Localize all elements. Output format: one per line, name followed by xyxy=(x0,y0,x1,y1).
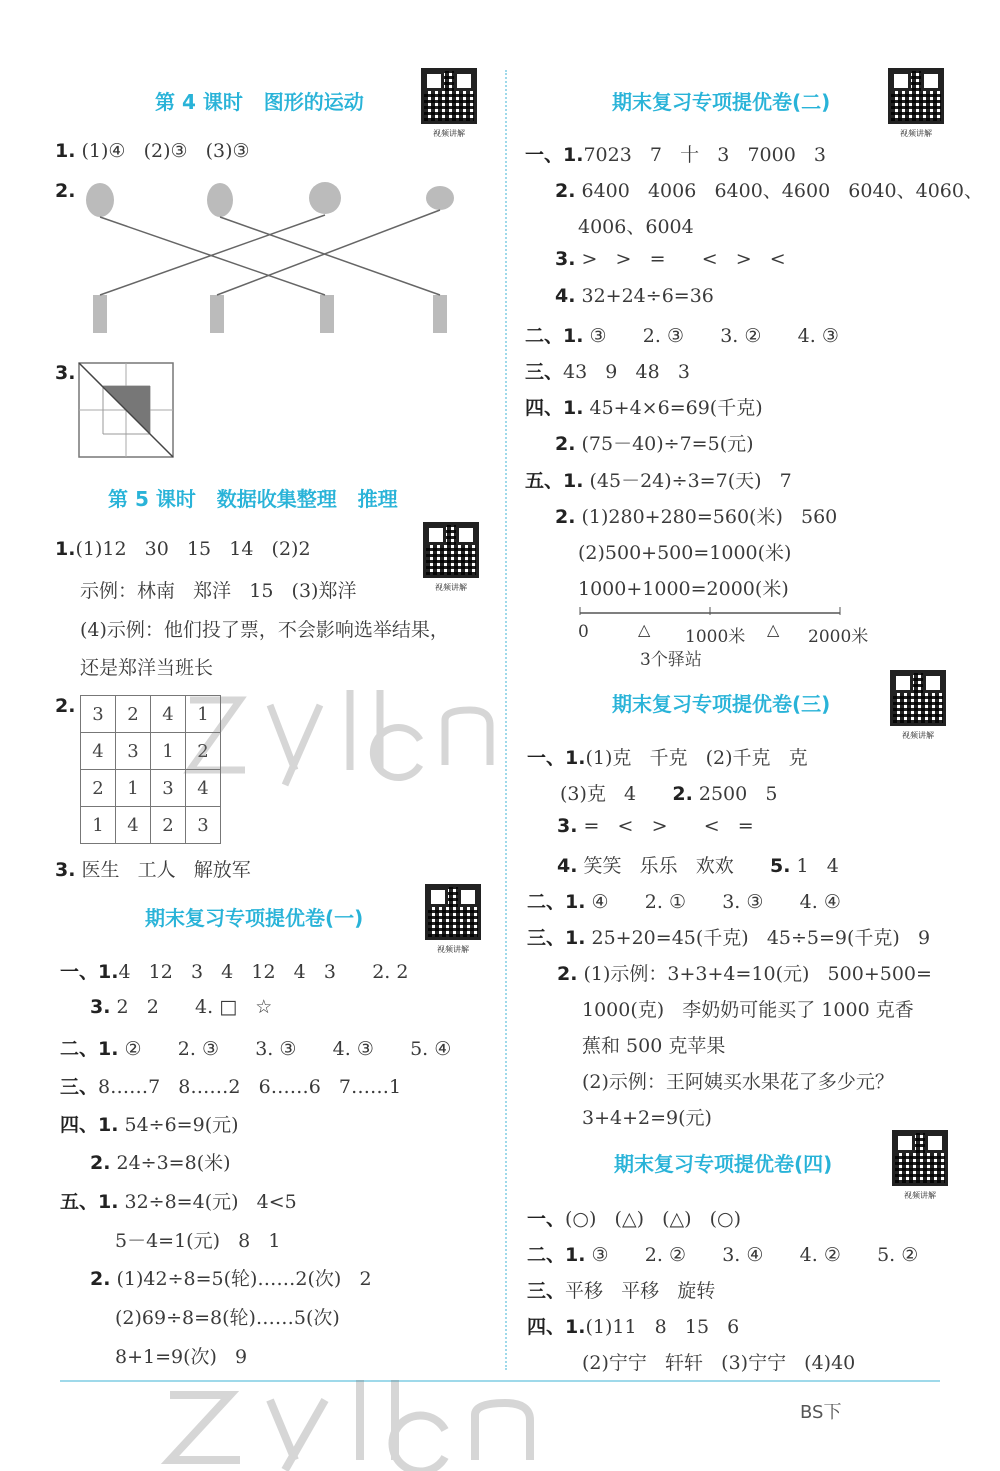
column-divider xyxy=(505,70,507,1370)
axis-caption: 3个驿站 xyxy=(640,650,702,670)
tree-view-icon xyxy=(433,295,447,333)
watermark-icon xyxy=(180,680,500,790)
answer-line: (2)69÷8=8(轮)……5(次) xyxy=(115,1307,340,1329)
qr-code-icon[interactable] xyxy=(888,68,944,124)
answer-line: 4. 32+24÷6=36 xyxy=(555,285,714,307)
answer-line: (2)宁宁 轩轩 (3)宁宁 (4)40 xyxy=(582,1352,856,1374)
answer-line: 三、平移 平移 旋转 xyxy=(527,1280,716,1302)
answer-line: 示例：林南 郑洋 15 (3)郑洋 xyxy=(80,580,357,602)
answer-line: 1.(1)12 30 15 14 (2)2 xyxy=(55,538,311,560)
answer-line: 2. xyxy=(55,180,76,202)
answer-line: 二、1. ② 2. ③ 3. ③ 4. ③ 5. ④ xyxy=(60,1038,452,1060)
answer-line: 三、8……7 8……2 6……6 7……1 xyxy=(60,1076,402,1098)
footer-mark: BS下 xyxy=(800,1402,842,1423)
answer-line: (3)克 4 2. 2500 5 xyxy=(560,783,778,805)
qr-code-icon[interactable] xyxy=(423,522,479,578)
answer-line: 4006、6004 xyxy=(578,216,694,238)
answer-line: 2. (75－40)÷7=5(元) xyxy=(555,433,754,455)
tree-view-icon xyxy=(93,295,107,333)
answer-line: 一、1.(1)克 千克 (2)千克 克 xyxy=(527,747,808,769)
answer-line: 一、(○) (△) (△) (○) xyxy=(527,1208,742,1230)
answer-line: 还是郑洋当班长 xyxy=(80,657,214,679)
answer-line: 四、1. 54÷6=9(元) xyxy=(60,1114,239,1136)
answer-line: 蕉和 500 克苹果 xyxy=(582,1035,726,1057)
answer-line: 二、1. ③ 2. ③ 3. ② 4. ③ xyxy=(525,325,839,347)
square-figure xyxy=(78,362,174,458)
answer-line: 四、1.(1)11 8 15 6 xyxy=(527,1316,740,1338)
right-heading-3: 期末复习专项提优卷(四) xyxy=(614,1152,833,1176)
answer-line: 2. 6400 4006 6400、4600 6040、4060、 xyxy=(555,180,983,202)
watermark-icon xyxy=(160,1375,560,1471)
leaf-icon xyxy=(426,186,454,210)
axis-zero: 0 xyxy=(578,622,589,642)
answer-line: 2. xyxy=(55,695,76,717)
qr-caption: 视频讲解 xyxy=(902,731,934,740)
answer-line: 3. > > = < > < xyxy=(555,248,786,270)
qr-code-icon[interactable] xyxy=(892,1130,948,1186)
answer-line: 1000+1000=2000(米) xyxy=(578,578,789,600)
answer-line: (4)示例：他们投了票，不会影响选举结果， xyxy=(80,619,449,641)
answer-line: 2. (1)示例：3+3+4=10(元) 500+500= xyxy=(557,963,932,985)
answer-line: 1000(克) 李奶奶可能买了 1000 克香 xyxy=(582,999,914,1021)
answer-line: (2)500+500=1000(米) xyxy=(578,542,792,564)
qr-code-icon[interactable] xyxy=(421,68,477,124)
sudoku-grid: 3 2 4 1 4 3 1 2 2 1 3 4 1 4 2 3 xyxy=(80,695,221,844)
qr-caption: 视频讲解 xyxy=(433,129,465,138)
qr-caption: 视频讲解 xyxy=(904,1191,936,1200)
answer-line: 三、1. 25+20=45(千克) 45÷5=9(千克) 9 xyxy=(527,927,931,949)
tree-view-icon xyxy=(320,295,334,333)
qr-caption: 视频讲解 xyxy=(437,945,469,954)
answer-line: 3. = < > < = xyxy=(557,815,754,837)
answer-line: 五、1. 32÷8=4(元) 4<5 xyxy=(60,1191,297,1213)
right-heading-1: 期末复习专项提优卷(二) xyxy=(612,90,831,114)
answer-line: 1. (1)④ (2)③ (3)③ xyxy=(55,140,250,162)
answer-line: 4. 笑笑 乐乐 欢欢 5. 1 4 xyxy=(557,855,839,877)
leaf-icon xyxy=(86,183,114,217)
answer-line: 3. 医生 工人 解放军 xyxy=(55,859,251,881)
answer-line: 3. xyxy=(55,362,76,384)
qr-code-icon[interactable] xyxy=(890,670,946,726)
matching-diagram xyxy=(75,170,475,340)
answer-line: 3. 2 2 4. □ ☆ xyxy=(90,996,273,1018)
answer-line: 3+4+2=9(元) xyxy=(582,1107,712,1129)
answer-line: 一、1.4 12 3 4 12 4 3 2. 2 xyxy=(60,961,409,983)
left-heading-3: 期末复习专项提优卷(一) xyxy=(145,906,364,930)
leaf-icon xyxy=(207,183,233,217)
answer-line: 8+1=9(次) 9 xyxy=(115,1346,248,1368)
answer-line: 5－4=1(元) 8 1 xyxy=(115,1230,281,1252)
answer-line: 2. (1)42÷8=5(轮)……2(次) 2 xyxy=(90,1268,372,1290)
qr-caption: 视频讲解 xyxy=(435,583,467,592)
answer-line: 三、43 9 48 3 xyxy=(525,361,690,383)
answer-line: 一、1.7023 7 十 3 7000 3 xyxy=(525,144,827,166)
answer-line: 2. 24÷3=8(米) xyxy=(90,1152,231,1174)
left-heading-1: 第 4 课时 图形的运动 xyxy=(155,90,364,114)
answer-line: 四、1. 45+4×6=69(千克) xyxy=(525,397,763,419)
station-triangle-icon: △ xyxy=(638,620,651,639)
qr-code-icon[interactable] xyxy=(425,884,481,940)
answer-line: 二、1. ④ 2. ① 3. ③ 4. ④ xyxy=(527,891,841,913)
match-line xyxy=(220,217,440,295)
tree-view-icon xyxy=(210,295,224,333)
answer-line: 2. (1)280+280=560(米) 560 xyxy=(555,506,838,528)
qr-caption: 视频讲解 xyxy=(900,129,932,138)
left-heading-2: 第 5 课时 数据收集整理 推理 xyxy=(108,487,398,511)
axis-end: 2000米 xyxy=(808,627,869,647)
answer-line: (2)示例：王阿姨买水果花了多少元？ xyxy=(582,1071,894,1093)
answer-line: 五、1. (45－24)÷3=7(天) 7 xyxy=(525,470,792,492)
axis-mid: 1000米 xyxy=(685,627,746,647)
flower-icon xyxy=(309,182,341,214)
right-heading-2: 期末复习专项提优卷(三) xyxy=(612,692,831,716)
answer-line: 二、1. ③ 2. ② 3. ④ 4. ② 5. ② xyxy=(527,1244,919,1266)
station-triangle-icon: △ xyxy=(767,620,780,639)
match-line xyxy=(217,210,440,295)
